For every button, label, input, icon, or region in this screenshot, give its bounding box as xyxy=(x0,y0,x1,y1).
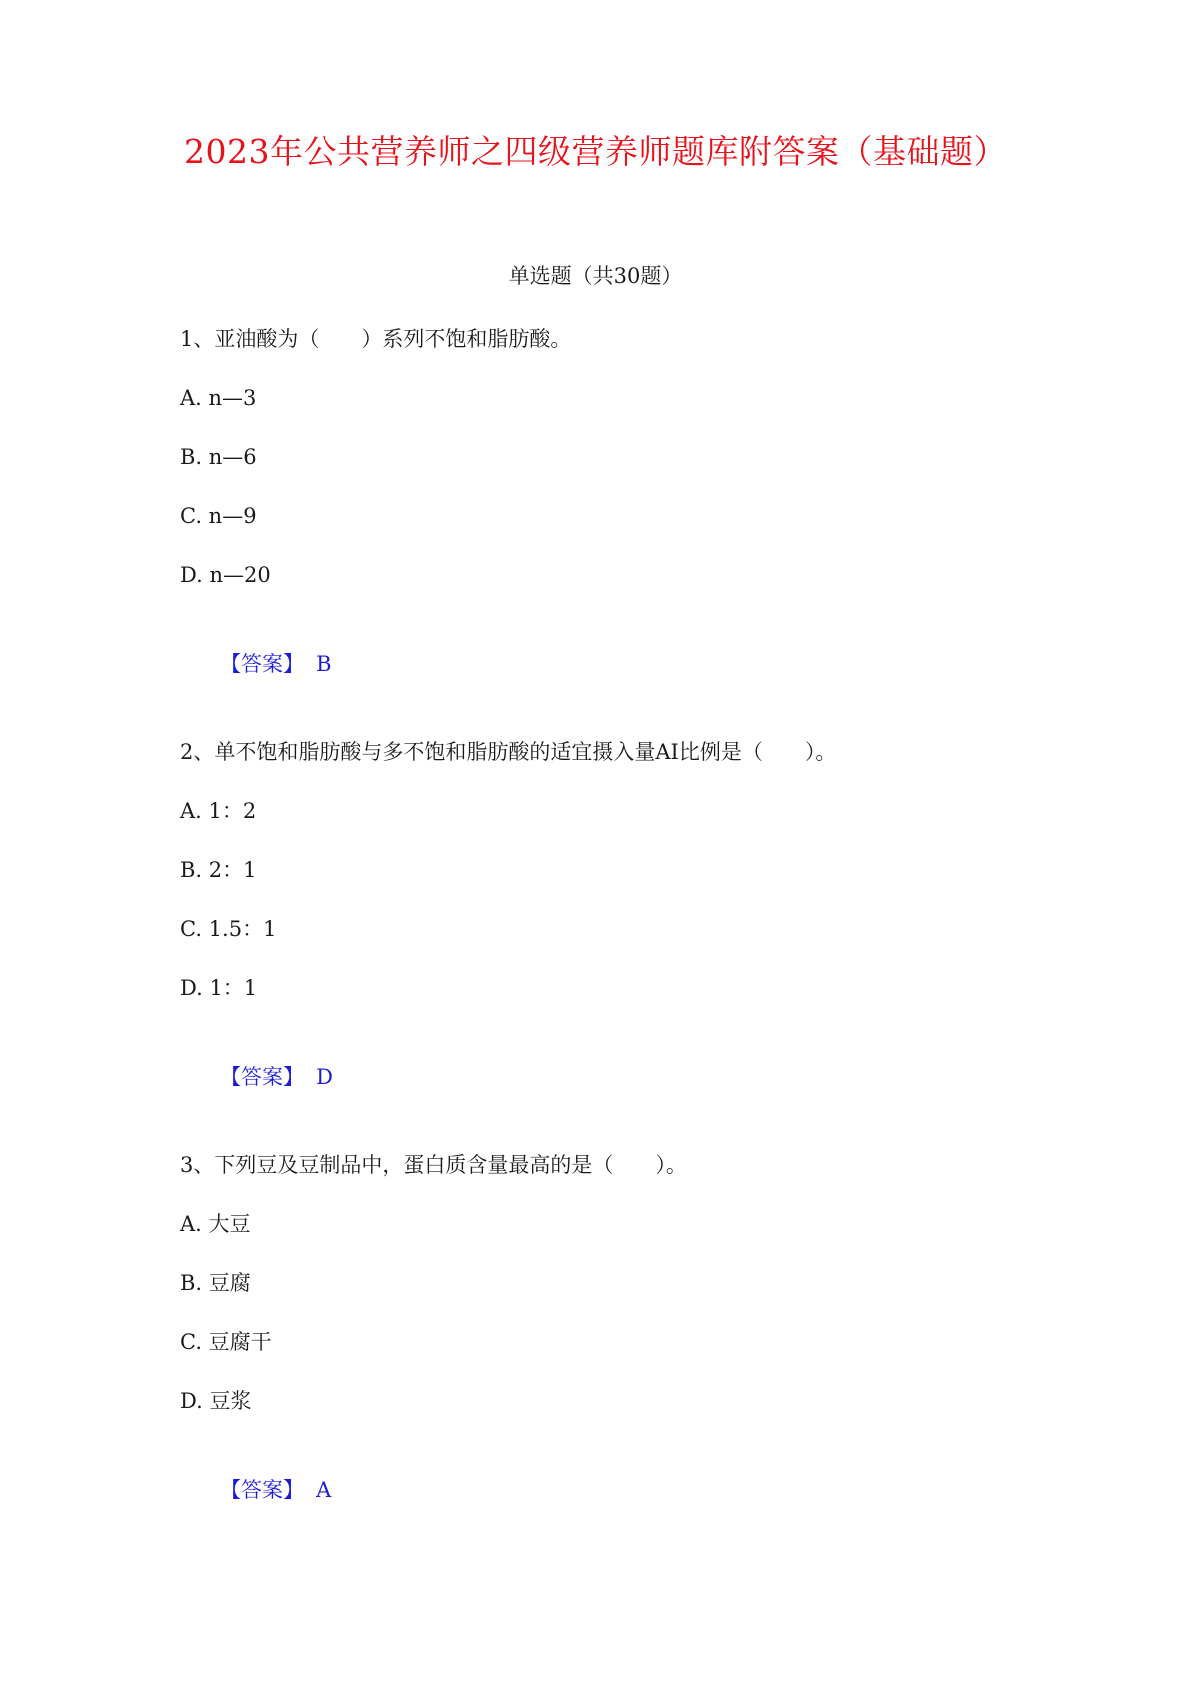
option-d: D. 豆浆 xyxy=(180,1389,252,1413)
option-c: C. 1.5：1 xyxy=(180,917,277,941)
option-d: D. n—20 xyxy=(180,563,271,587)
question-stem: 1、亚油酸为（ ）系列不饱和脂肪酸。 xyxy=(180,327,572,351)
option-c: C. 豆腐干 xyxy=(180,1330,272,1354)
option-b: B. n—6 xyxy=(180,445,257,469)
question-stem: 3、下列豆及豆制品中，蛋白质含量最高的是（ ）。 xyxy=(180,1153,687,1177)
answer-line xyxy=(180,1445,331,1535)
option-a: A. n—3 xyxy=(180,386,257,410)
option-d: D. 1：1 xyxy=(180,976,258,1000)
section-heading: 单选题（共30题） xyxy=(508,264,683,288)
document-title: 2023年公共营养师之四级营养师题库附答案（基础题） xyxy=(184,132,1007,171)
answer-value: B xyxy=(316,652,332,676)
option-a: A. 大豆 xyxy=(180,1212,251,1236)
answer-label: 【答案】 xyxy=(220,1065,305,1089)
option-b: B. 2：1 xyxy=(180,858,257,882)
question-stem: 2、单不饱和脂肪酸与多不饱和脂肪酸的适宜摄入量AI比例是（ ）。 xyxy=(180,740,837,764)
answer-line xyxy=(180,619,332,709)
answer-line xyxy=(180,1032,333,1122)
answer-value: A xyxy=(316,1478,332,1502)
option-b: B. 豆腐 xyxy=(180,1271,251,1295)
answer-label: 【答案】 xyxy=(220,1478,305,1502)
option-c: C. n—9 xyxy=(180,504,257,528)
answer-value: D xyxy=(316,1065,333,1089)
answer-label: 【答案】 xyxy=(220,652,305,676)
option-a: A. 1：2 xyxy=(180,799,257,823)
